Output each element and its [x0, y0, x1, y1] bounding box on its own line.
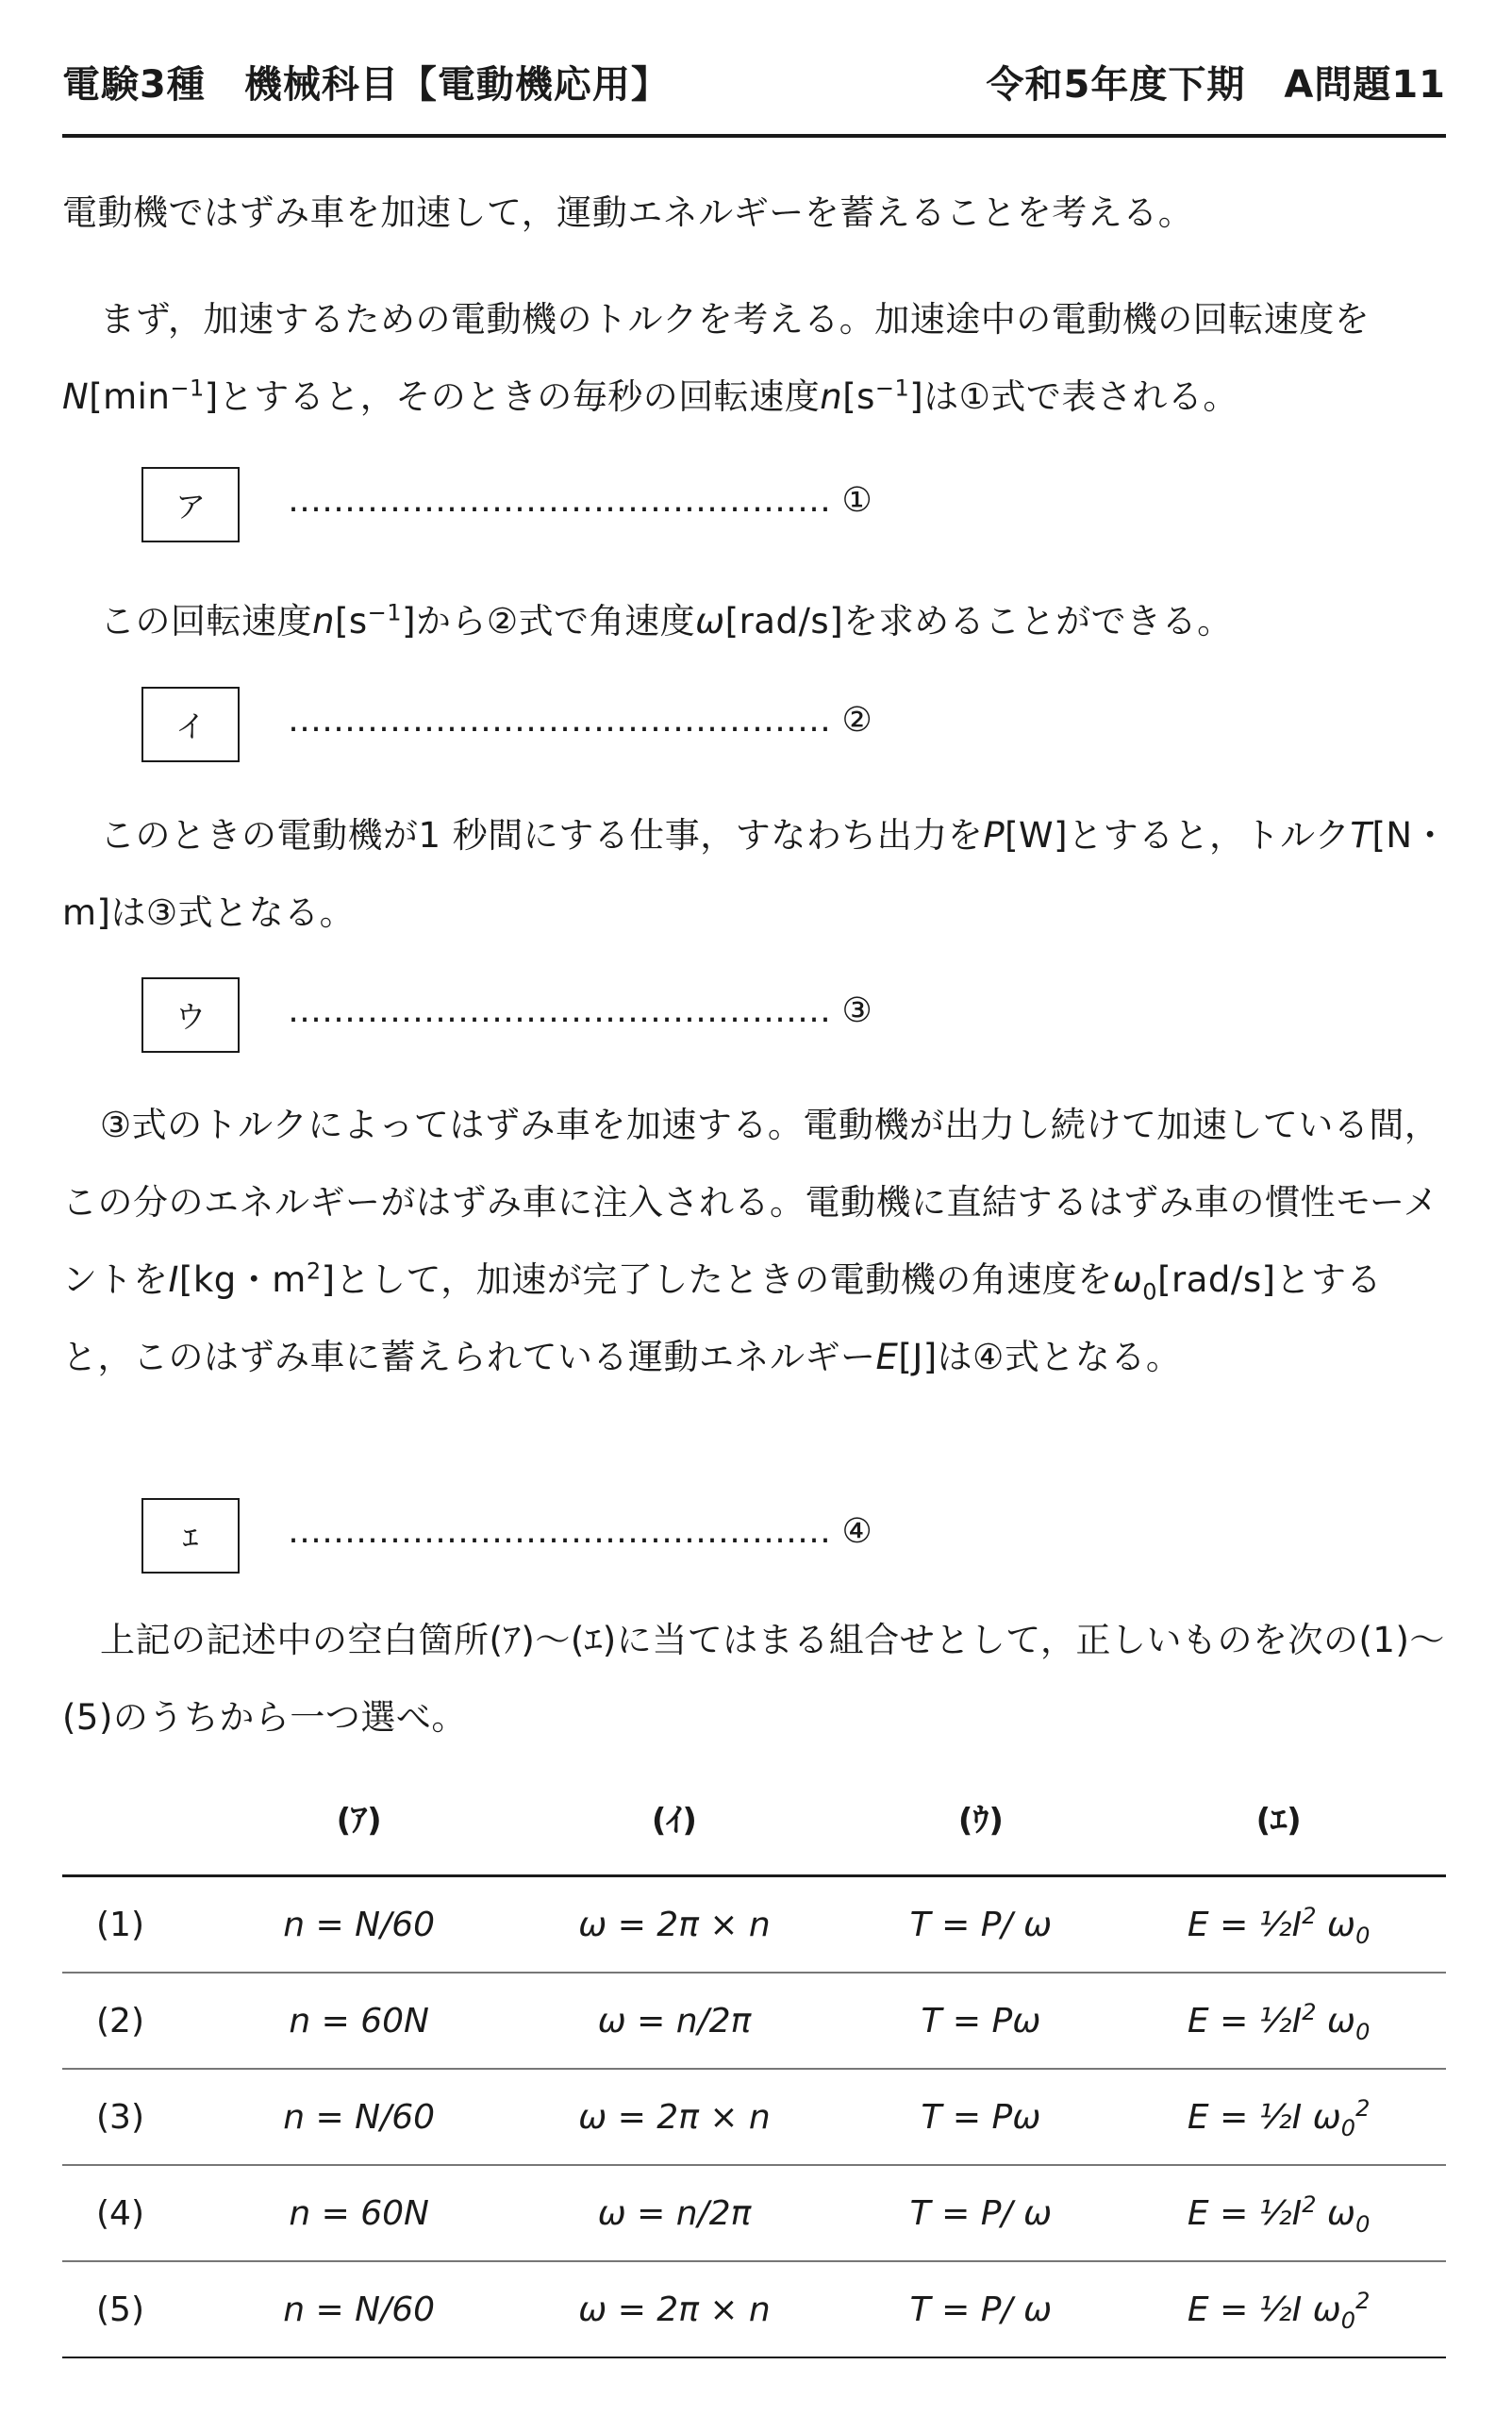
- table-row[interactable]: [62, 2069, 1446, 2165]
- choice-number[interactable]: (4): [62, 2165, 220, 2261]
- blank-box-i: イ: [141, 687, 240, 762]
- cell-i: ω = 2π × n: [498, 1876, 850, 1974]
- answer-choices-table: [62, 1759, 1446, 2358]
- table-row[interactable]: [62, 1973, 1446, 2069]
- paragraph-rotation-speed: まず，加速するための電動機のトルクを考える。加速途中の電動機の回転速度を$N[\min^{-1}]$とすると，そのときの毎秒の回転速度$n[s^{-1}]$は①式で表される。: [62, 299, 1371, 417]
- table-row[interactable]: [62, 2261, 1446, 2357]
- equation-leader-3: ………………………………………… ③: [288, 991, 872, 1030]
- choice-number[interactable]: (5): [62, 2261, 220, 2357]
- table-header-i: (ｲ): [498, 1759, 850, 1876]
- cell-a: n = 60N: [220, 1973, 498, 2069]
- header-title-left: 電験3種 機械科目【電動機応用】: [62, 63, 670, 107]
- cell-u: T = Pω: [851, 1973, 1112, 2069]
- paragraph-torque: このときの電動機が1 秒間にする仕事，すなわち出力をP[W]とすると，トルクT[N・m]は③式となる。: [62, 815, 1449, 933]
- cell-a: n = N/60: [220, 2261, 498, 2357]
- cell-e: $E = \frac{1}{2}I^2$ $\omega_0$: [1111, 1973, 1446, 2069]
- blank-box-e: ｴ: [141, 1498, 240, 1574]
- cell-i: ω = 2π × n: [498, 2261, 850, 2357]
- cell-e: E = ½I $\omega_0^2$: [1111, 2261, 1446, 2357]
- cell-e: E = ½I $\omega_0^2$: [1111, 2069, 1446, 2165]
- table-header-u: (ｳ): [851, 1759, 1112, 1876]
- cell-u: T = P/ ω: [851, 2165, 1112, 2261]
- equation-leader-4: ………………………………………… ④: [288, 1512, 872, 1551]
- cell-u: T = P/ ω: [851, 2261, 1112, 2357]
- choice-number[interactable]: (3): [62, 2069, 220, 2165]
- cell-a: n = 60N: [220, 2165, 498, 2261]
- cell-e: $E = \frac{1}{2}I^2$ $\omega_0$: [1111, 2165, 1446, 2261]
- cell-u: T = P/ ω: [851, 1876, 1112, 1974]
- equation-leader-2: ………………………………………… ②: [288, 701, 872, 740]
- cell-i: ω = n/2π: [498, 1973, 850, 2069]
- choice-number[interactable]: (2): [62, 1973, 220, 2069]
- cell-u: T = Pω: [851, 2069, 1112, 2165]
- table-row[interactable]: [62, 1876, 1446, 1974]
- blank-box-a: ア: [141, 467, 240, 542]
- paragraph-kinetic-energy: ③式のトルクによってはずみ車を加速する。電動機が出力し続けて加速している間，この分のエネルギーがはずみ車に注入される。電動機に直結するはずみ車の慣性モーメントをI[kg・$m^2$]として，加速が完了したときの電動機の角速度を$\omega_0[rad/s]$とすると，このはずみ車に蓄えられている運動エネルギーE[J]は④式となる。: [62, 1105, 1440, 1377]
- table-header-row: [62, 1759, 1446, 1876]
- cell-a: n = N/60: [220, 1876, 498, 1974]
- choice-number[interactable]: (1): [62, 1876, 220, 1974]
- header-divider: [62, 134, 1446, 138]
- cell-e: $E = \frac{1}{2}I^2$ $\omega_0$: [1111, 1876, 1446, 1974]
- paragraph-angular-velocity: この回転速度$n[s^{-1}]$から②式で角速度ω[rad/s]を求めることができる。: [100, 599, 1233, 641]
- table-header-e: (ｴ): [1111, 1759, 1446, 1876]
- table-row[interactable]: [62, 2165, 1446, 2261]
- blank-box-u: ウ: [141, 977, 240, 1053]
- table-header-empty: [62, 1759, 220, 1876]
- equation-leader-1: ………………………………………… ①: [288, 481, 872, 520]
- cell-a: n = N/60: [220, 2069, 498, 2165]
- cell-i: ω = n/2π: [498, 2165, 850, 2261]
- header-title-right: 令和5年度下期 A問題11: [986, 63, 1446, 107]
- cell-i: ω = 2π × n: [498, 2069, 850, 2165]
- paragraph-intro: 電動機ではずみ車を加速して，運動エネルギーを蓄えることを考える。: [62, 192, 1194, 233]
- paragraph-question: 上記の記述中の空白箇所(ｱ)～(ｴ)に当てはまる組合せとして，正しいものを次の(1)～(5)のうちから一つ選べ。: [62, 1620, 1445, 1738]
- table-header-a: (ｱ): [220, 1759, 498, 1876]
